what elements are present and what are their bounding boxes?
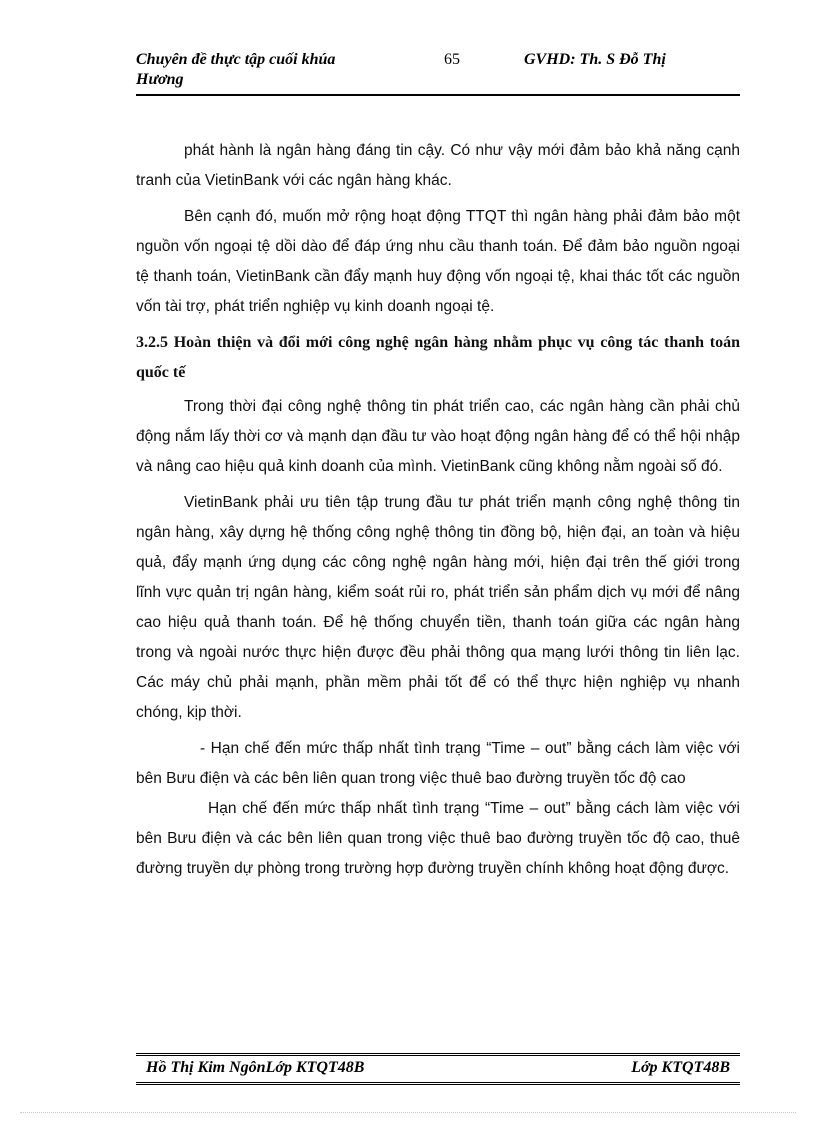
page-number: 65 [444, 51, 460, 68]
header-supervisor: GVHD: Th. S Đỗ Thị [524, 51, 666, 68]
page-footer [136, 1053, 740, 1085]
paragraph-4: VietinBank phải ưu tiên tập trung đầu tư phát triển mạnh công nghệ thông tin ngân hàng, xây dựng hệ thống công nghệ thông tin đồng bộ, hiện đại, an toàn và hiệu quả, đẩy mạnh ứng dụng các công nghệ ngân hàng mới, hiện đại trên thế giới trong lĩnh vực quản trị ngân hàng, kiểm soát rủi ro, phát triển sản phẩm dịch vụ mới để nâng cao hiệu quả thanh toán. Để hệ thống chuyển tiền, thanh toán giữa các ngân hàng trong và ngoài nước thực hiện được đều phải thông qua mạng lưới thông tin liên lạc. Các máy chủ phải mạnh, phần mềm phải tốt để có thể thực hiện nghiệp vụ nhanh chóng, kịp thời. [136, 494, 740, 721]
footer-class: Lớp KTQT48B [631, 1059, 730, 1076]
section-heading: 3.2.5 Hoàn thiện và đổi mới công nghệ ngân hàng nhằm phục vụ công tác thanh toán quốc tế [136, 334, 740, 381]
footer-author: Hồ Thị Kim NgônLớp KTQT48B [146, 1059, 365, 1076]
paragraph-5: - Hạn chế đến mức thấp nhất tình trạng “Time – out” bằng cách làm việc với bên Bưu điện và các bên liên quan trong việc thuê bao đường truyền tốc độ cao [136, 740, 740, 787]
document-body [136, 136, 740, 884]
paragraph-1: phát hành là ngân hàng đáng tin cậy. Có như vậy mới đảm bảo khả năng cạnh tranh của VietinBank với các ngân hàng khác. [136, 142, 740, 189]
page-header [136, 48, 740, 96]
paragraph-3: Trong thời đại công nghệ thông tin phát triển cao, các ngân hàng cần phải chủ động nắm lấy thời cơ và mạnh dạn đầu tư vào hoạt động ngân hàng để có thể hội nhập và nâng cao hiệu quả kinh doanh của mình. VietinBank cũng không nằm ngoài số đó. [136, 398, 740, 475]
header-title: Chuyên đề thực tập cuối khúa Hương [136, 51, 336, 88]
page-bottom-divider [20, 1112, 796, 1113]
paragraph-6: Hạn chế đến mức thấp nhất tình trạng “Time – out” bằng cách làm việc với bên Bưu điện và các bên liên quan trong việc thuê bao đường truyền tốc độ cao, thuê đường truyền dự phòng trong trường hợp đường truyền chính không hoạt động được. [136, 800, 740, 877]
paragraph-2: Bên cạnh đó, muốn mở rộng hoạt động TTQT thì ngân hàng phải đảm bảo một nguồn vốn ngoại tệ dồi dào để đáp ứng nhu cầu thanh toán. Để đảm bảo nguồn ngoại tệ thanh toán, VietinBank cần đẩy mạnh huy động vốn ngoại tệ, khai thác tốt các nguồn vốn tài trợ, phát triển nghiệp vụ kinh doanh ngoại tệ. [136, 208, 740, 315]
